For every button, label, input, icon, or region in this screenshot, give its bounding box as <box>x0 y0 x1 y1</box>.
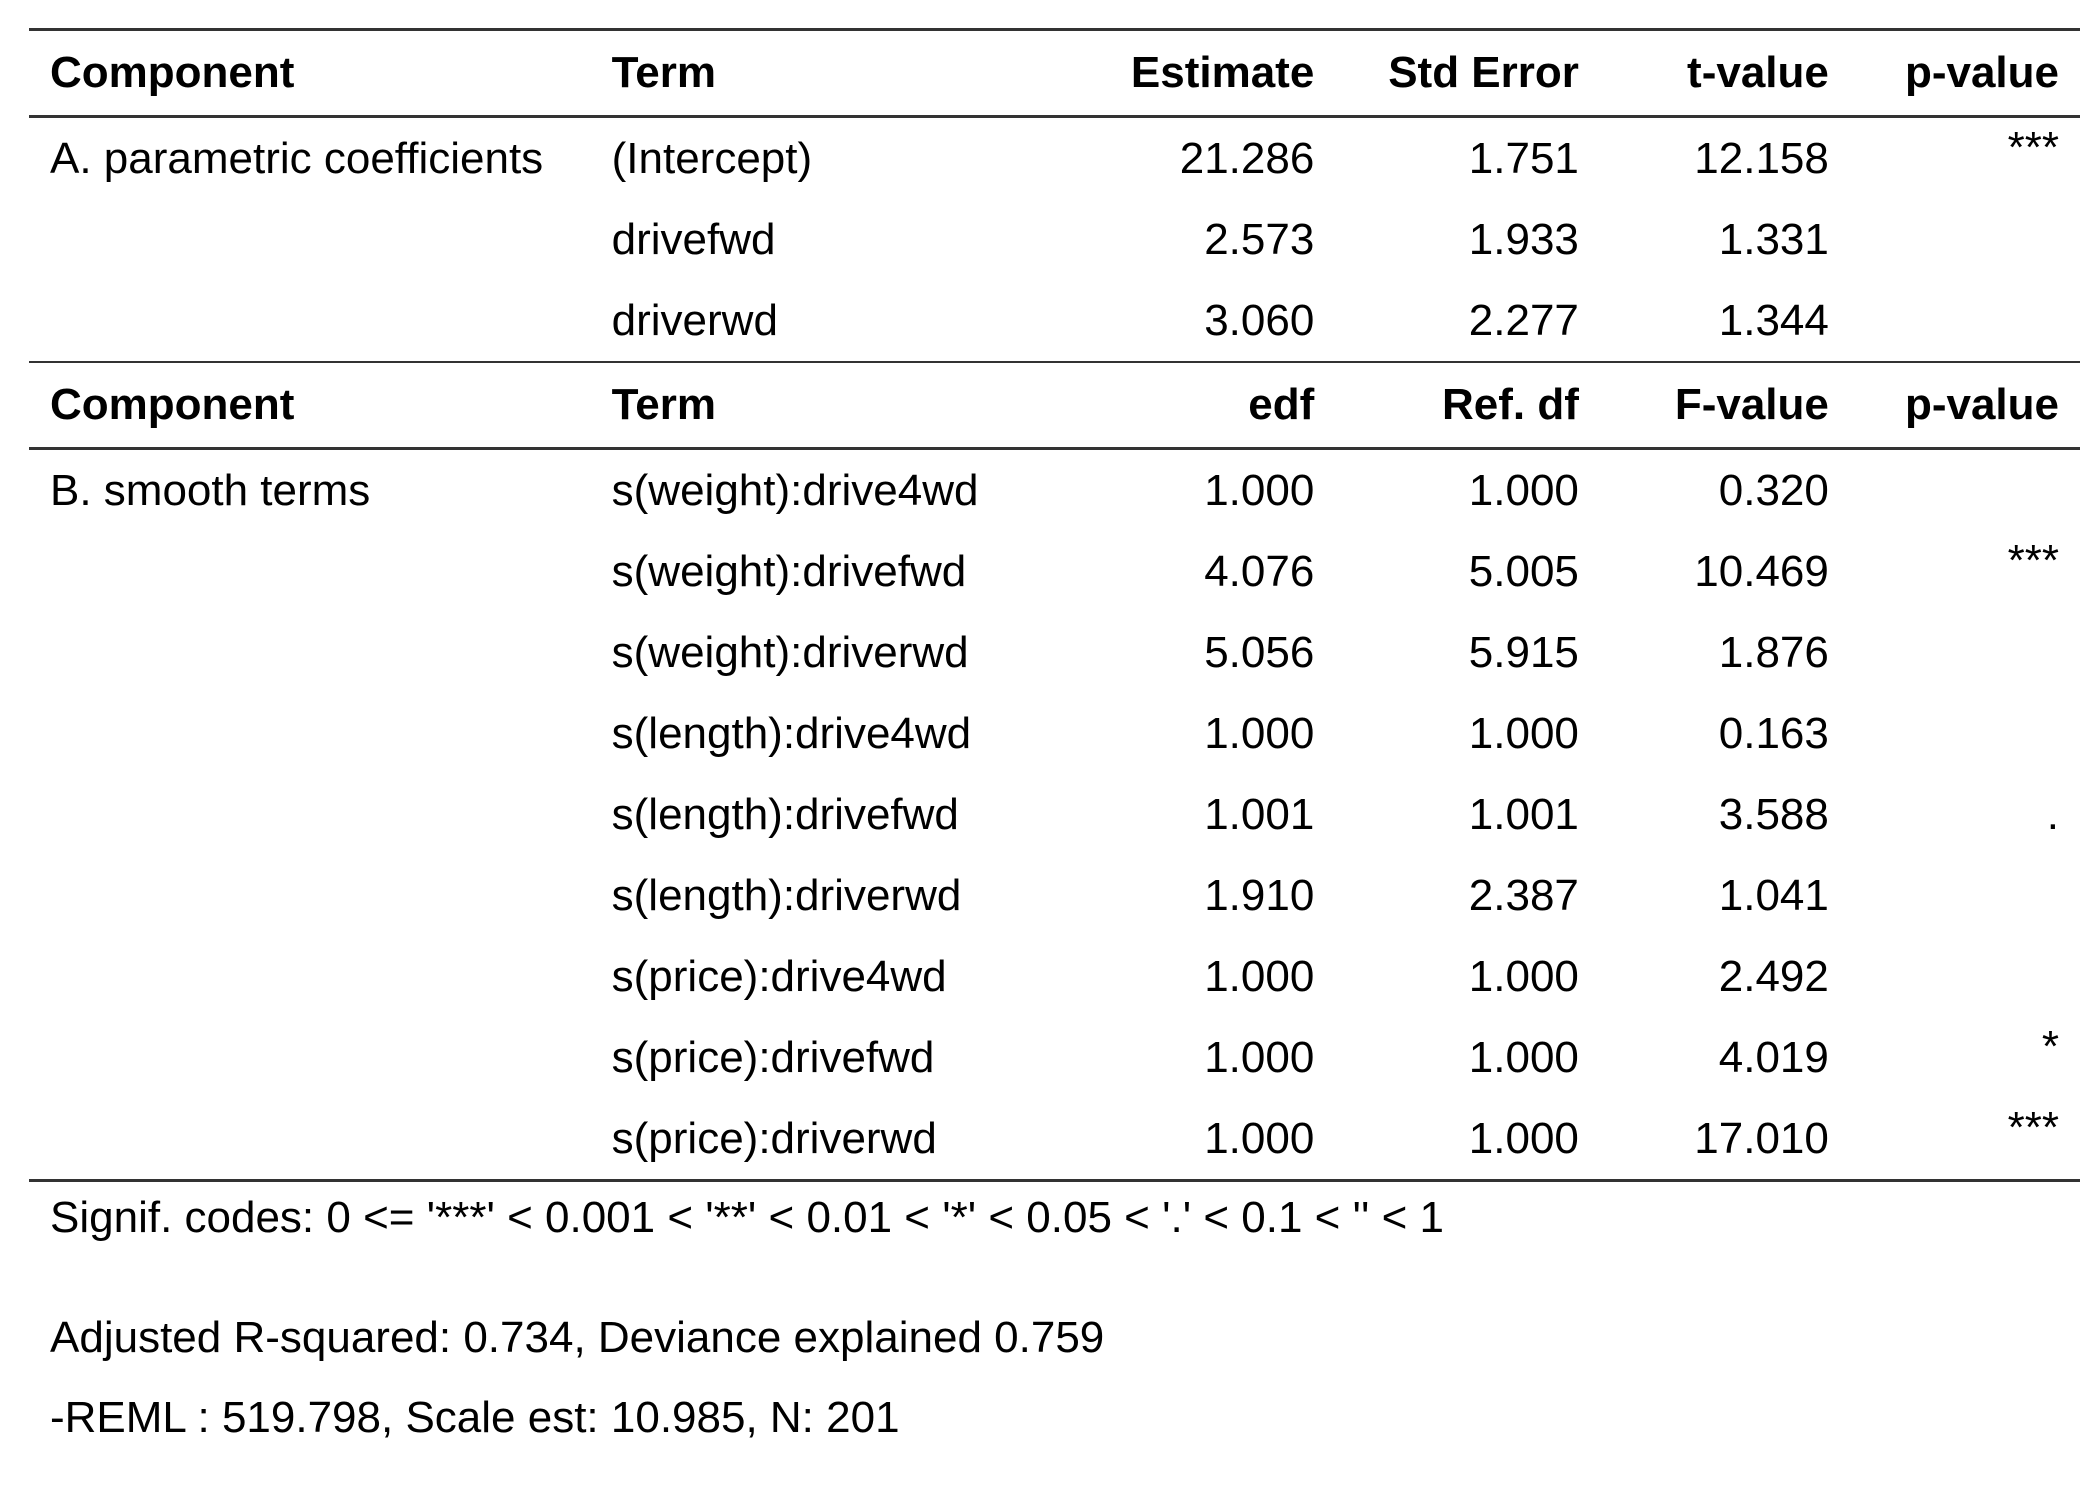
p-value-cell <box>1850 936 2080 1017</box>
term-cell: (Intercept) <box>611 134 813 183</box>
header-p-value: p-value <box>1904 48 2059 97</box>
signif-codes-note: Signif. codes: 0 <= '***' < 0.001 < '**' < 0.01 < '*' < 0.05 < '.' < 0.1 < '' < 1 <box>50 1193 1444 1242</box>
header-term: Term <box>611 48 716 97</box>
estimate-cell: 21.286 <box>1179 134 1315 183</box>
table-row <box>29 117 2080 200</box>
term-cell: s(price):drive4wd <box>611 952 947 1001</box>
term-cell: drivefwd <box>611 215 776 264</box>
f-value-cell: 0.320 <box>1718 466 1829 515</box>
edf-cell: 5.056 <box>1204 628 1315 677</box>
t-value-cell: 1.344 <box>1718 296 1829 345</box>
edf-cell: 1.000 <box>1204 466 1315 515</box>
term-cell: s(price):drivefwd <box>611 1033 935 1082</box>
std-error-cell: 1.751 <box>1468 134 1579 183</box>
ref-df-cell: 2.387 <box>1468 871 1579 920</box>
section-label-empty <box>29 693 591 774</box>
table-row <box>29 936 2080 1017</box>
edf-cell: 1.000 <box>1204 952 1315 1001</box>
p-value-cell: *** <box>2007 123 2059 172</box>
p-value-cell: *** <box>2007 536 2059 585</box>
edf-cell: 1.000 <box>1204 1114 1315 1163</box>
header-p-value: p-value <box>1904 380 2059 429</box>
model-summary-table <box>29 28 2080 1182</box>
t-value-cell: 1.331 <box>1718 215 1829 264</box>
edf-cell: 1.000 <box>1204 709 1315 758</box>
table-row <box>29 855 2080 936</box>
table-row <box>29 612 2080 693</box>
f-value-cell: 1.876 <box>1718 628 1829 677</box>
p-value-cell: . <box>2046 790 2059 839</box>
header-t-value: t-value <box>1687 48 1829 97</box>
header-term: Term <box>611 380 716 429</box>
estimate-cell: 2.573 <box>1204 215 1315 264</box>
section-label-smooth: B. smooth terms <box>50 466 371 515</box>
header-edf: edf <box>1248 380 1315 429</box>
table-row <box>29 531 2080 612</box>
term-cell: s(price):driverwd <box>611 1114 937 1163</box>
header-f-value: F-value <box>1674 380 1829 429</box>
table-row <box>29 280 2080 362</box>
header-estimate: Estimate <box>1130 48 1315 97</box>
header-row-parametric <box>29 30 2080 117</box>
p-value-cell <box>1850 449 2080 532</box>
reml-stats-note: -REML : 519.798, Scale est: 10.985, N: 201 <box>50 1393 900 1442</box>
header-std-error: Std Error <box>1388 48 1579 97</box>
section-label-empty <box>29 1098 591 1181</box>
header-ref-df: Ref. df <box>1442 380 1579 429</box>
f-value-cell: 10.469 <box>1694 547 1829 596</box>
p-value-cell <box>1850 280 2080 362</box>
model-summary-table-wrap <box>29 28 2080 1182</box>
edf-cell: 4.076 <box>1204 547 1315 596</box>
ref-df-cell: 1.001 <box>1468 790 1579 839</box>
std-error-cell: 1.933 <box>1468 215 1579 264</box>
estimate-cell: 3.060 <box>1204 296 1315 345</box>
f-value-cell: 4.019 <box>1718 1033 1829 1082</box>
term-cell: s(length):driverwd <box>611 871 962 920</box>
term-cell: driverwd <box>611 296 778 345</box>
f-value-cell: 17.010 <box>1694 1114 1829 1163</box>
ref-df-cell: 1.000 <box>1468 709 1579 758</box>
table-row <box>29 693 2080 774</box>
table-row <box>29 199 2080 280</box>
term-cell: s(length):drivefwd <box>611 790 959 839</box>
ref-df-cell: 5.005 <box>1468 547 1579 596</box>
table-row <box>29 1017 2080 1098</box>
section-label-empty <box>29 1017 591 1098</box>
ref-df-cell: 5.915 <box>1468 628 1579 677</box>
term-cell: s(weight):drivefwd <box>611 547 967 596</box>
section-label-empty <box>29 936 591 1017</box>
ref-df-cell: 1.000 <box>1468 952 1579 1001</box>
section-label-empty <box>29 280 591 362</box>
t-value-cell: 12.158 <box>1694 134 1829 183</box>
table-row <box>29 1098 2080 1181</box>
f-value-cell: 3.588 <box>1718 790 1829 839</box>
f-value-cell: 2.492 <box>1718 952 1829 1001</box>
p-value-cell: *** <box>2007 1103 2059 1152</box>
term-cell: s(length):drive4wd <box>611 709 972 758</box>
ref-df-cell: 1.000 <box>1468 1114 1579 1163</box>
edf-cell: 1.001 <box>1204 790 1315 839</box>
section-label-empty <box>29 531 591 612</box>
p-value-cell <box>1850 855 2080 936</box>
term-cell: s(weight):driverwd <box>611 628 969 677</box>
p-value-cell <box>1850 693 2080 774</box>
header-row-smooth <box>29 362 2080 449</box>
std-error-cell: 2.277 <box>1468 296 1579 345</box>
f-value-cell: 1.041 <box>1718 871 1829 920</box>
ref-df-cell: 1.000 <box>1468 466 1579 515</box>
section-label-empty <box>29 855 591 936</box>
p-value-cell <box>1850 612 2080 693</box>
f-value-cell: 0.163 <box>1718 709 1829 758</box>
section-label-parametric: A. parametric coefficients <box>50 134 544 183</box>
ref-df-cell: 1.000 <box>1468 1033 1579 1082</box>
header-component: Component <box>50 48 295 97</box>
term-cell: s(weight):drive4wd <box>611 466 979 515</box>
edf-cell: 1.910 <box>1204 871 1315 920</box>
section-label-empty <box>29 612 591 693</box>
table-row <box>29 449 2080 532</box>
table-row <box>29 774 2080 855</box>
edf-cell: 1.000 <box>1204 1033 1315 1082</box>
section-label-empty <box>29 199 591 280</box>
p-value-cell: * <box>2041 1022 2059 1071</box>
p-value-cell <box>1850 199 2080 280</box>
fit-stats-note: Adjusted R-squared: 0.734, Deviance explained 0.759 <box>50 1313 1105 1362</box>
section-label-empty <box>29 774 591 855</box>
header-component: Component <box>50 380 295 429</box>
